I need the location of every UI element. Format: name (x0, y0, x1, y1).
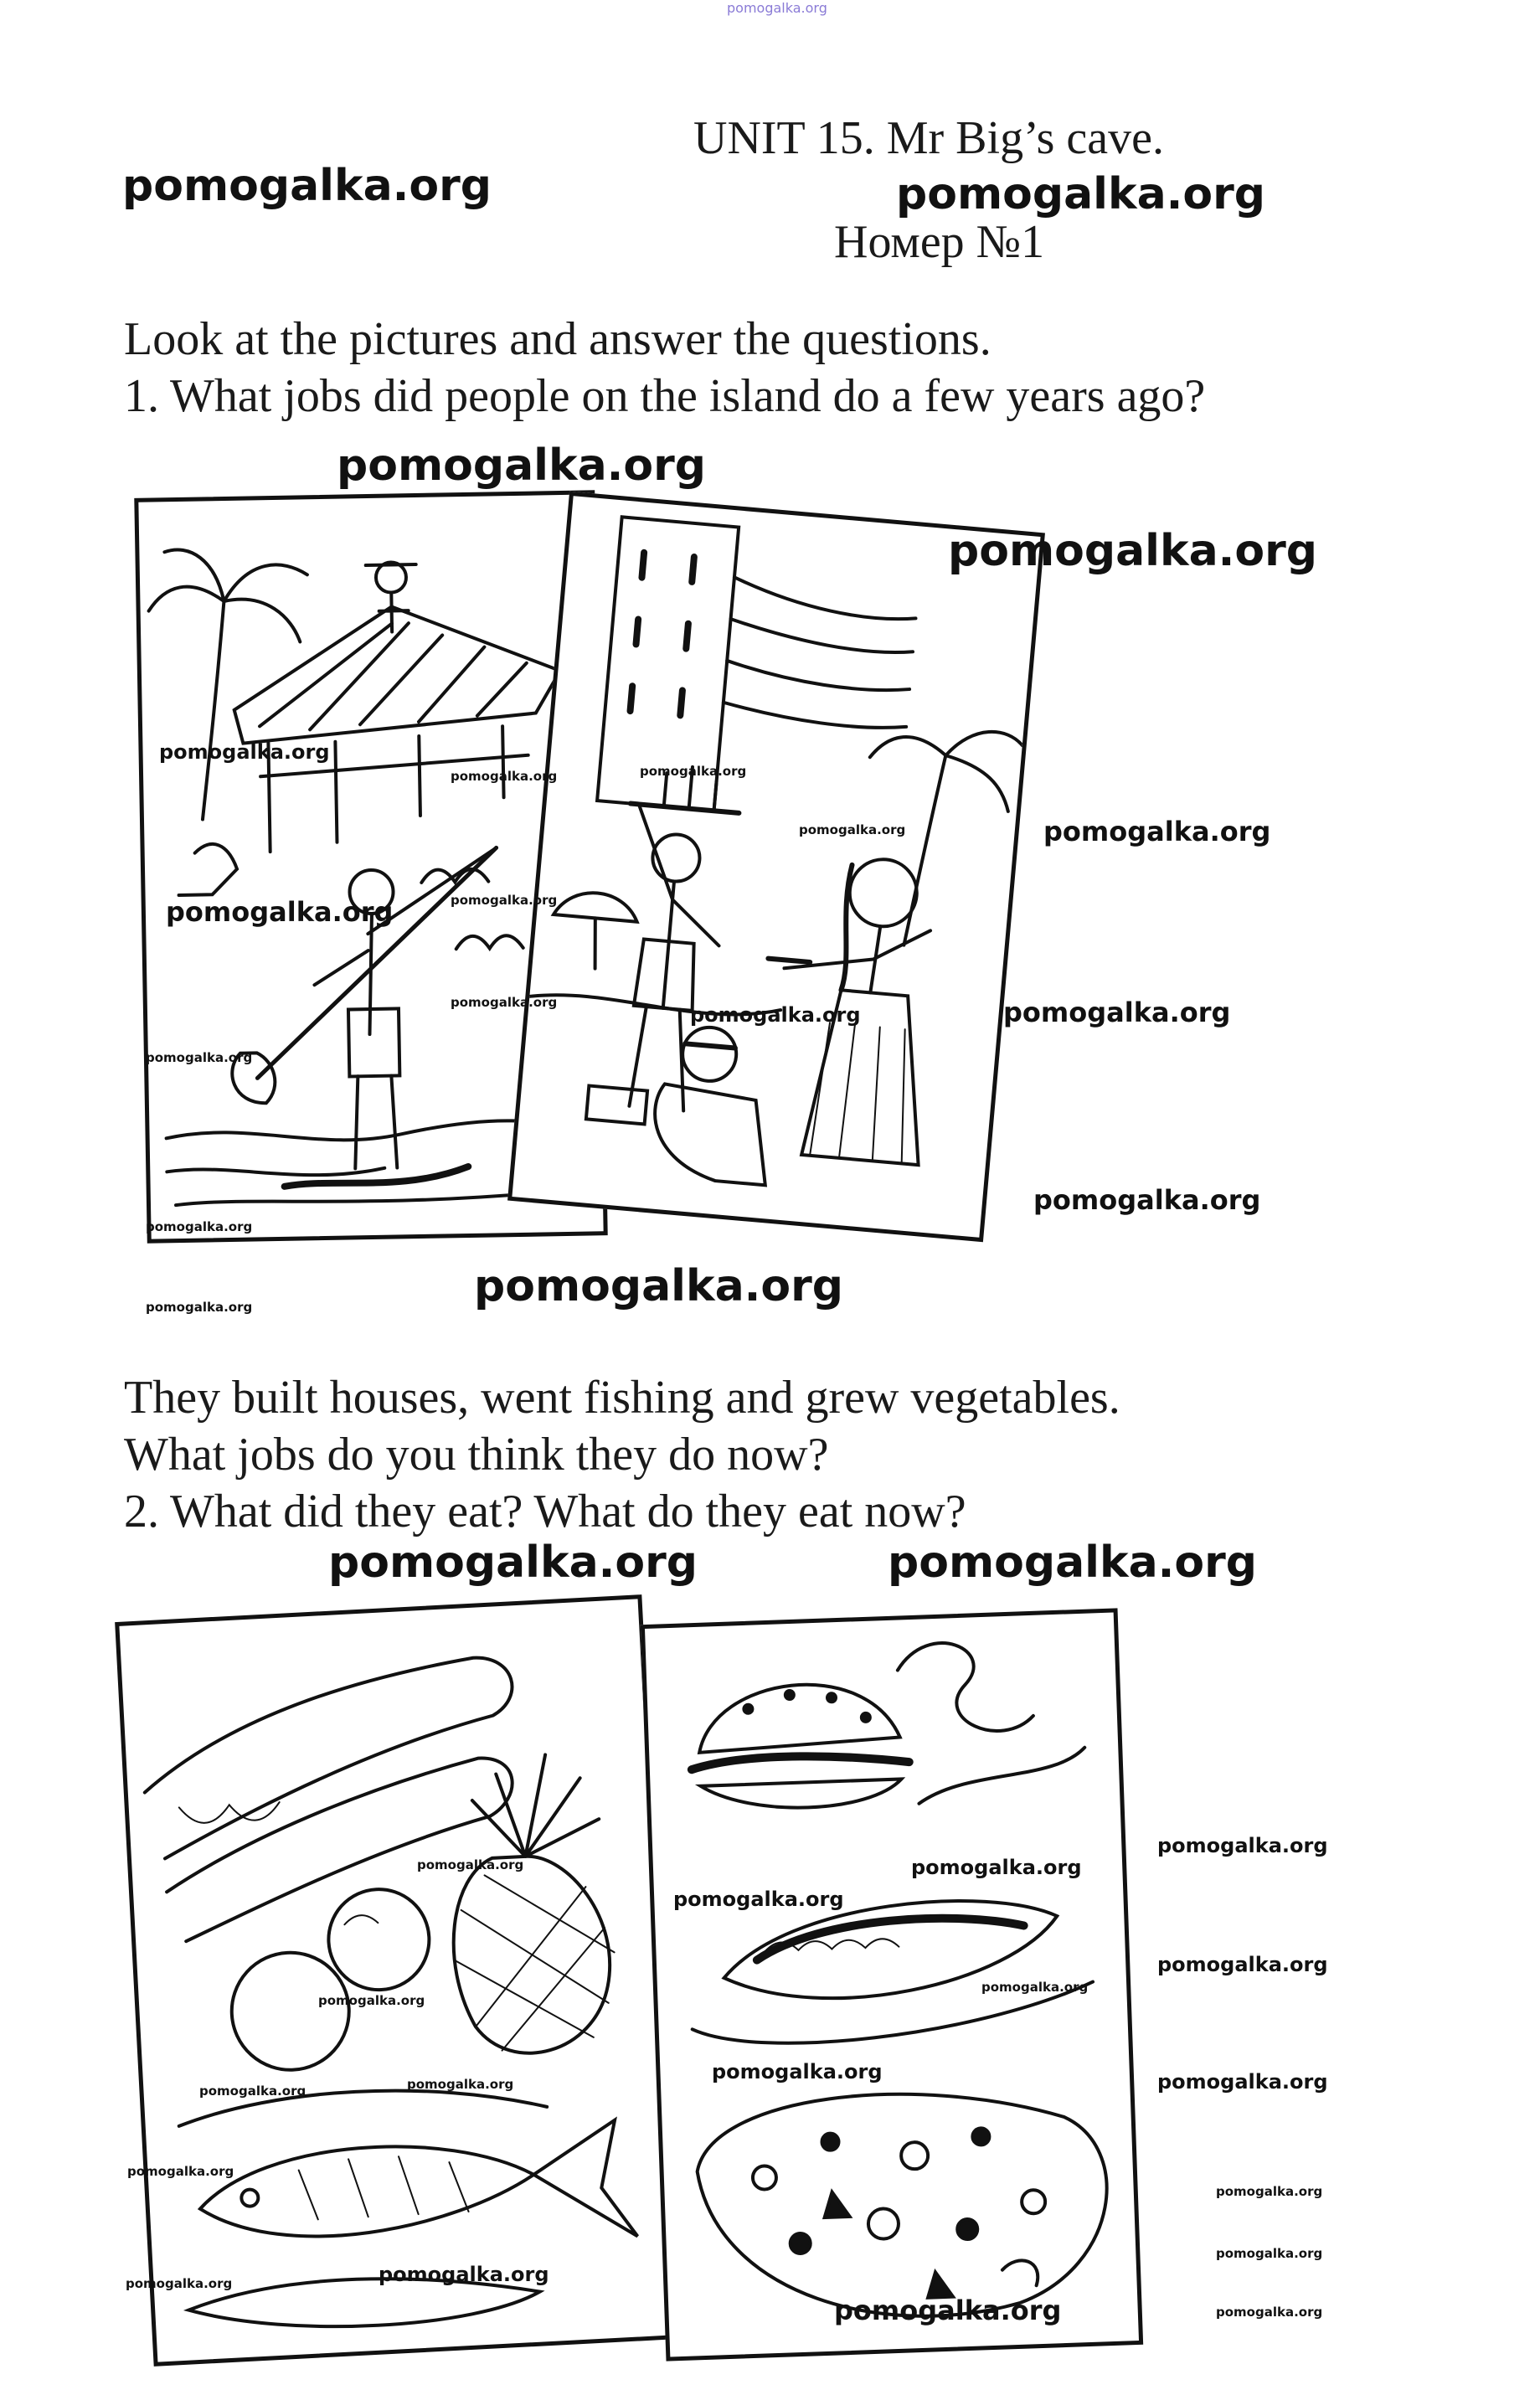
watermark: pomogalka.org (451, 995, 558, 1010)
watermark: pomogalka.org (328, 1537, 698, 1588)
watermark: pomogalka.org (126, 2276, 233, 2291)
watermark: pomogalka.org (981, 1980, 1089, 1995)
watermark: pomogalka.org (1216, 2184, 1323, 2199)
watermark: pomogalka.org (896, 169, 1266, 219)
unit-title: UNIT 15. Mr Big’s cave. (693, 112, 1164, 164)
watermark: pomogalka.org (146, 1050, 253, 1065)
watermark: pomogalka.org (640, 764, 747, 779)
watermark: pomogalka.org (834, 2295, 1062, 2326)
watermark: pomogalka.org (712, 2060, 883, 2083)
watermark: pomogalka.org (911, 1856, 1082, 1879)
answer-1-line-1: They built houses, went fishing and grew vegetables. (124, 1372, 1120, 1424)
watermark: pomogalka.org (1033, 1184, 1261, 1216)
hotel-workers-drawing (512, 496, 1040, 1238)
watermark: pomogalka.org (1157, 1953, 1328, 1976)
watermark: pomogalka.org (379, 2263, 549, 2286)
watermark: pomogalka.org (474, 1261, 844, 1311)
watermark: pomogalka.org (318, 1993, 425, 2008)
exercise-number: Номер №1 (834, 216, 1045, 268)
watermark: pomogalka.org (146, 1219, 253, 1234)
watermark: pomogalka.org (690, 1003, 861, 1027)
watermark: pomogalka.org (122, 161, 492, 211)
watermark: pomogalka.org (337, 440, 707, 491)
watermark: pomogalka.org (146, 1300, 253, 1315)
watermark: pomogalka.org (673, 1888, 844, 1911)
instructions: Look at the pictures and answer the questions. (124, 313, 991, 365)
watermark: pomogalka.org (407, 2077, 514, 2092)
question-1: 1. What jobs did people on the island do a few years ago? (124, 370, 1206, 422)
watermark: pomogalka.org (166, 896, 394, 928)
answer-1-line-2: What jobs do you think they do now? (124, 1429, 829, 1481)
watermark: pomogalka.org (451, 893, 558, 908)
watermark: pomogalka.org (888, 1537, 1258, 1588)
island-food-drawing (119, 1599, 676, 2362)
watermark: pomogalka.org (1003, 997, 1231, 1028)
watermark: pomogalka.org (451, 769, 558, 784)
illustration-jobs-now (507, 492, 1045, 1242)
watermark: pomogalka.org (417, 1857, 524, 1872)
top-watermark: pomogalka.org (727, 0, 827, 16)
illustration-food-past (115, 1594, 681, 2367)
watermark: pomogalka.org (948, 526, 1318, 576)
watermark: pomogalka.org (1216, 2246, 1323, 2261)
watermark: pomogalka.org (799, 822, 906, 837)
watermark: pomogalka.org (159, 740, 330, 764)
watermark: pomogalka.org (1157, 1834, 1328, 1857)
watermark: pomogalka.org (1043, 816, 1271, 847)
watermark: pomogalka.org (1157, 2070, 1328, 2094)
watermark: pomogalka.org (1216, 2305, 1323, 2320)
watermark: pomogalka.org (127, 2164, 234, 2179)
watermark: pomogalka.org (199, 2083, 306, 2099)
question-2: 2. What did they eat? What do they eat now? (124, 1486, 966, 1537)
